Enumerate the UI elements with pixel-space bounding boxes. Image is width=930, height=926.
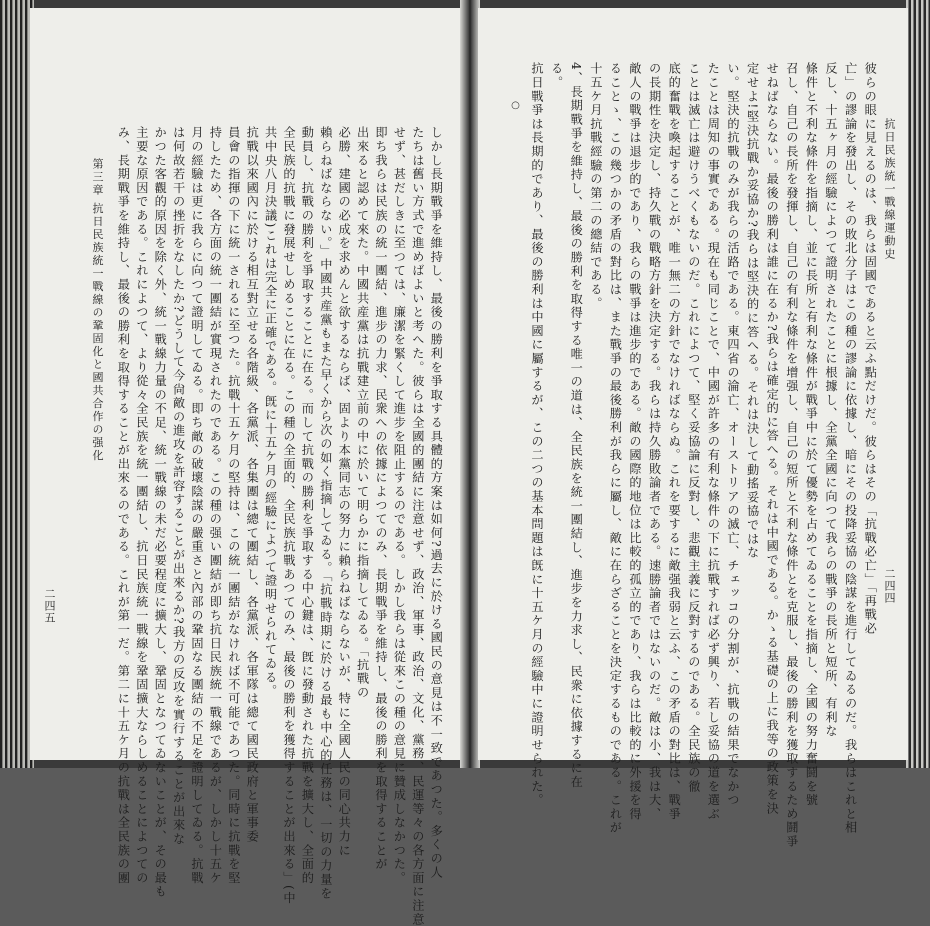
page-number-right: 二四四	[883, 568, 896, 604]
text-column: しかし長期戰爭を維持し、最後の勝利を爭取する具體的方案は如何?過去に於ける國民の意見は不一致であつた。多くの人	[429, 126, 444, 880]
chapter-footer: 第三章 抗日民族統一戰線の鞏固化と國共合作の强化	[91, 158, 104, 463]
text-column: 出來ると認めて來た。中國共産黨は抗戰建立前の中に於いて明らかに指摘してゐる。「抗戰の	[355, 126, 370, 700]
text-column: 必勝、建國の必成を求めんと欲するならば、固より本黨同志の努力に賴らねばならないが、特に全國人民の同心共力に	[337, 126, 352, 858]
running-header: 抗日民族統一戰線運動史	[883, 118, 896, 261]
text-column: 即ち我らは民族の統一團結、進步の力求、民衆への依據によつてのみ、長期戰爭を維持し、最後の勝利を取得することが	[374, 126, 388, 872]
text-column: 共中央八月決議)これは完全に正確である。旣に十五ケ月の經驗によつて證明せられてゐる。	[263, 126, 278, 699]
book-gutter	[460, 0, 480, 768]
text-column: 條件と不利な條件を指摘し、並に長所と有利な條件が戰爭中に於て優勢を占めてゐることを指摘し、全國の努力奮鬪を號	[804, 62, 819, 808]
text-column: 抗日戰爭は長期的であり、最後の勝利は中國に屬するが、この二つの基本問題は旣に十五ケ月の經驗中に證明せられた。	[530, 62, 544, 808]
text-column: の長期性を決定し、持久戰の戰略方針を決定する。我らは持久勝敗論者である。速勝論者ではないのだ。敵は小、我は大、	[647, 62, 662, 821]
text-column: 定せよ!堅決抗戰か妥協か?我らは堅決的に答へる。それは決して動搖妥協ではな	[745, 62, 760, 560]
right-page	[478, 8, 908, 849]
page-number-left: 二四五	[43, 588, 56, 624]
text-column: ることゝ、この幾つかの矛盾の對比は、また戰爭の最後勝利が我らに屬し、敵に在らざることを決定するものである。これが	[608, 62, 623, 835]
text-column: み、長期戰爭を維持し、最後の勝利を取得することが出來るのである。これが第一だ。第二に十五ケ月の抗戰は全民族の團	[116, 126, 131, 885]
left-page	[30, 8, 462, 926]
text-column: たことは周知の事實である。現在も同じことで、中國が許多の有利な條件の下に抗戰すれば必ず興り、若し妥協の道を選ぶ	[706, 62, 721, 821]
text-column: 動員し、抗戰の勝利を爭取することに在る。而して抗戰の勝利を爭取する中心鍵は、旣に發動された抗戰を擴大し、全面的	[300, 126, 315, 885]
text-column: 亡」の謬論を發出し、その敗北分子はこの種の謬論に依據し、暗にその投降妥協の陰謀を進行してゐるのだ。我らはこれと相	[843, 62, 858, 835]
margin-mark: ○	[510, 100, 521, 113]
text-column: 十五ケ月抗戰經驗の第二の總結である。	[588, 62, 603, 311]
text-column: 敵人の戰爭は退步的であり、我らの戰爭は進步的である。敵の國際的地位は比較的孤立的であり、我らは比較的に外援を得	[628, 62, 642, 821]
text-column: 底的奮戰を喚起することが、唯一無二の方針でなければならぬ。これを要するに敵强我弱と云ふ、この矛盾の對比は、戰爭	[667, 62, 682, 821]
text-column: い。堅決的抗戰のみが我らの活路である。東四省の淪亡、オーストリアの滅亡、チェッコの分割が、抗戰の結果でなかつ	[726, 62, 740, 808]
text-column: 彼らの眼に見えるのは、我らは固國であると云ふ點だけだ。彼らはその「抗戰必亡」「再戰必	[863, 62, 878, 636]
text-column: ことは滅亡は避けうべくもないのだ。これによつて、堅く妥協論に反對し、悲觀主義に反對するのである。全民族の徹	[686, 62, 701, 794]
text-column: 全民族的抗戰に發展せしめることに在る。この種の全面的、全民族抗戰あつてのみ、最後の勝利を獲得することが出來る」(中	[282, 126, 296, 906]
text-column: 月の經驗は更に我らに向つて證明してゐる。即ち敵の破壞陰謀の嚴重さと內部の鞏固なる團結の不足を證明してゐる。抗戰	[190, 126, 204, 885]
left-page-edge	[0, 0, 34, 768]
text-column: る。	[549, 62, 564, 90]
text-column: 員會の指揮の下に統一されるに至つた。抗戰十五ケ月の堅持は、この統一團結がなければ不可能であつた。同時に抗戰を堅	[226, 126, 241, 885]
text-column: 賴らねばならない。」中國共産黨もまた早くから次の如く指摘してゐる。「抗戰時期に於ける最も中心的任務は、一切の力量を	[318, 126, 333, 901]
text-column: かつた客觀的原因を除く外、統一戰線力量の不足、統一戰線の未だ必要程度に擴大し、鞏固となつてゐないことが、その最も	[153, 126, 168, 899]
text-column: 4、長期戰爭を維持し、最後の勝利を取得する唯一の道は、全民族を統一團結し、進步を力求し、民衆に依據するに在	[569, 62, 584, 789]
text-column: せねばならない。最後の勝利は誰に在るか?我らは確定的に答へる。それは中國である。かゝる基礎の上に我等の政策を決	[765, 62, 780, 816]
text-column: は何故若干の挫折をなしたか?どうして今尙敵の進攻を許容することが出來るか?我方の反攻を實行することが出來な	[171, 126, 186, 847]
text-column: 召し、自己の長所を發揮し、自己の有利な條件を增强し、自己の短所と不利な條件とを克服し、最後の勝利を獲取するため鬪爭	[784, 62, 799, 849]
right-page-edge	[906, 0, 930, 768]
text-column: たちは舊い方式で進めばよいと考へた。彼らは全國的團結に注意せず、政治、軍事、政治、文化、黨務、民運等々の各方面に注意	[410, 126, 425, 926]
text-column: 主要な原因である。これによつて、より從々全民族を統一團結し、抗日民族統一戰線を鞏固擴大ならしめることによつての	[134, 126, 149, 885]
text-column: 持したため、各方面の統一團結が實現されたのである。この種の强い團結が即ち抗日民族統一戰線であるが、しかし十五ケ	[208, 126, 223, 885]
text-column: 抗戰以來國內に於ける相互對立せる各階級、各黨派、各集團は總て團結し、各黨派、各軍隊は總て國民政府と軍事委	[245, 126, 260, 844]
text-column: せず、甚だしきに至つては、廉潔を緊くして進步を阻止するのである。しかし我らは從來この種の意見に贊成しなかつた。	[392, 126, 407, 885]
text-column: 反し、十五ヶ月の經驗によつて證明されたことに根據し、全黨全國に向つて我らの戰爭の長所と短所、有利な	[824, 62, 838, 739]
